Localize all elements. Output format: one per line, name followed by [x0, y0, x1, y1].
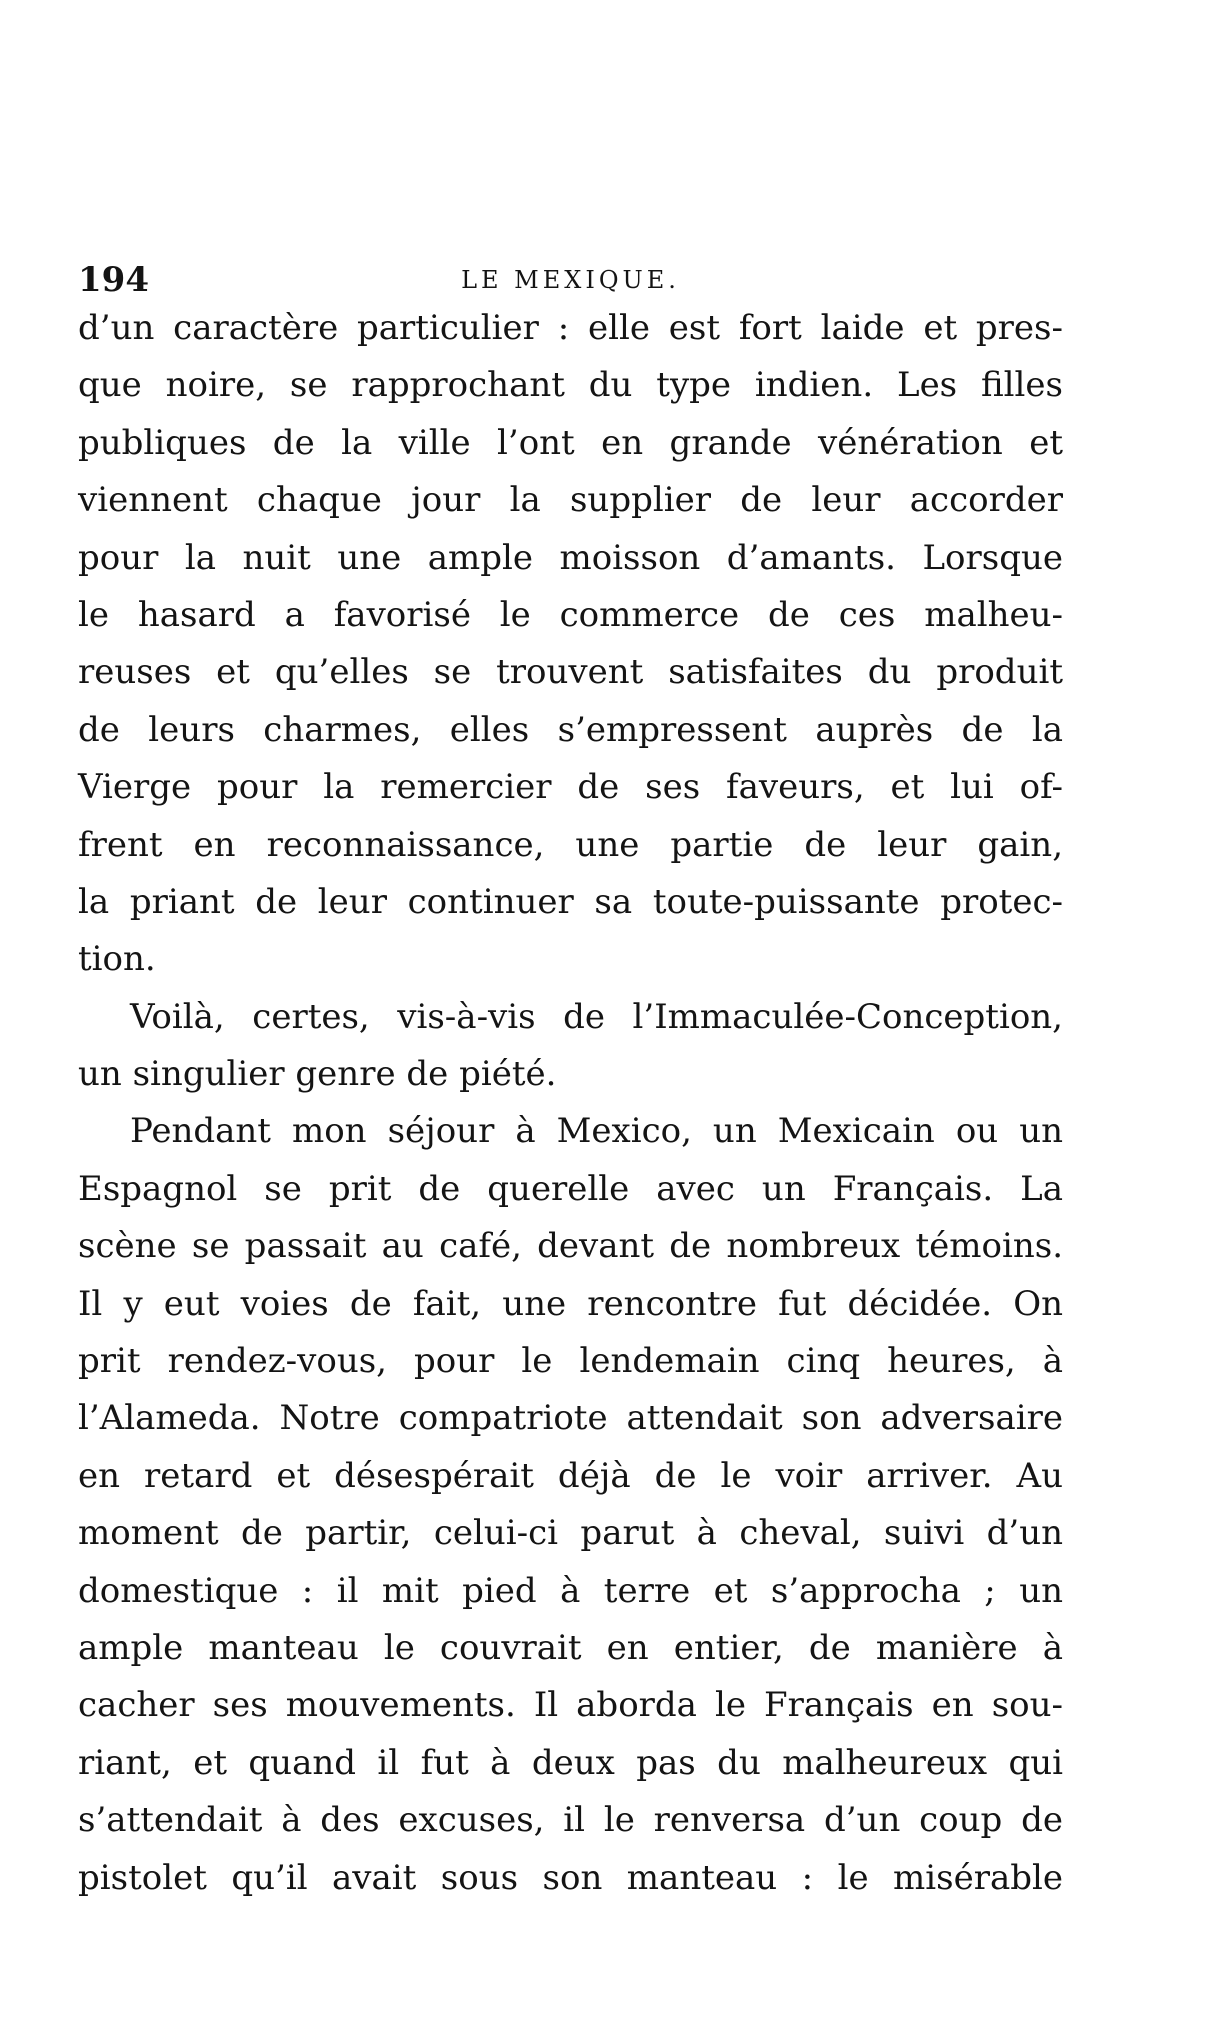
- text-line: Vierge pour la remercier de ses faveurs, et lui of-: [78, 767, 1063, 808]
- text-line: prit rendez-vous, pour le lendemain cinq heures, à: [78, 1341, 1063, 1382]
- text-line: scène se passait au café, devant de nombreux témoins.: [78, 1226, 1063, 1267]
- text-line: Pendant mon séjour à Mexico, un Mexicain ou un: [130, 1111, 1063, 1152]
- page-number: 194: [78, 260, 149, 300]
- text-line: de leurs charmes, elles s’empressent auprès de la: [78, 709, 1063, 750]
- text-line: que noire, se rapprochant du type indien. Les filles: [78, 365, 1063, 406]
- text-line: publiques de la ville l’ont en grande vénération et: [78, 422, 1063, 463]
- text-line: tion.: [78, 939, 156, 980]
- text-line: moment de partir, celui-ci parut à cheval, suivi d’un: [78, 1513, 1063, 1554]
- text-line: Il y eut voies de fait, une rencontre fut décidée. On: [78, 1283, 1063, 1324]
- text-line: frent en reconnaissance, une partie de leur gain,: [78, 824, 1063, 865]
- text-line: reuses et qu’elles se trouvent satisfaites du produit: [78, 652, 1063, 693]
- text-line: l’Alameda. Notre compatriote attendait son adversaire: [78, 1398, 1063, 1439]
- text-line: le hasard a favorisé le commerce de ces malheu-: [78, 594, 1063, 635]
- text-line: riant, et quand il fut à deux pas du malheureux qui: [78, 1742, 1063, 1783]
- text-line: viennent chaque jour la supplier de leur accorder: [78, 480, 1063, 521]
- text-line: pour la nuit une ample moisson d’amants. Lorsque: [78, 537, 1063, 578]
- page-header: [78, 258, 1063, 302]
- text-line: s’attendait à des excuses, il le renversa d’un coup de: [78, 1800, 1063, 1841]
- running-head: LE MEXIQUE.: [461, 266, 680, 294]
- text-line: ample manteau le couvrait en entier, de manière à: [78, 1627, 1063, 1668]
- text-line: la priant de leur continuer sa toute-puissante protec-: [78, 881, 1063, 922]
- text-line: domestique : il mit pied à terre et s’approcha ; un: [78, 1570, 1063, 1611]
- text-line: d’un caractère particulier : elle est fort laide et pres-: [78, 308, 1063, 348]
- body-text: [78, 300, 1063, 1907]
- text-line: Voilà, certes, vis-à-vis de l’Immaculée-Conception,: [130, 996, 1063, 1037]
- text-line: un singulier genre de piété.: [78, 1054, 557, 1095]
- text-line: cacher ses mouvements. Il aborda le Français en sou-: [78, 1685, 1063, 1726]
- text-line: pistolet qu’il avait sous son manteau : le misérable: [78, 1857, 1063, 1898]
- text-line: Espagnol se prit de querelle avec un Français. La: [78, 1168, 1063, 1209]
- text-line: en retard et désespérait déjà de le voir arriver. Au: [78, 1455, 1063, 1496]
